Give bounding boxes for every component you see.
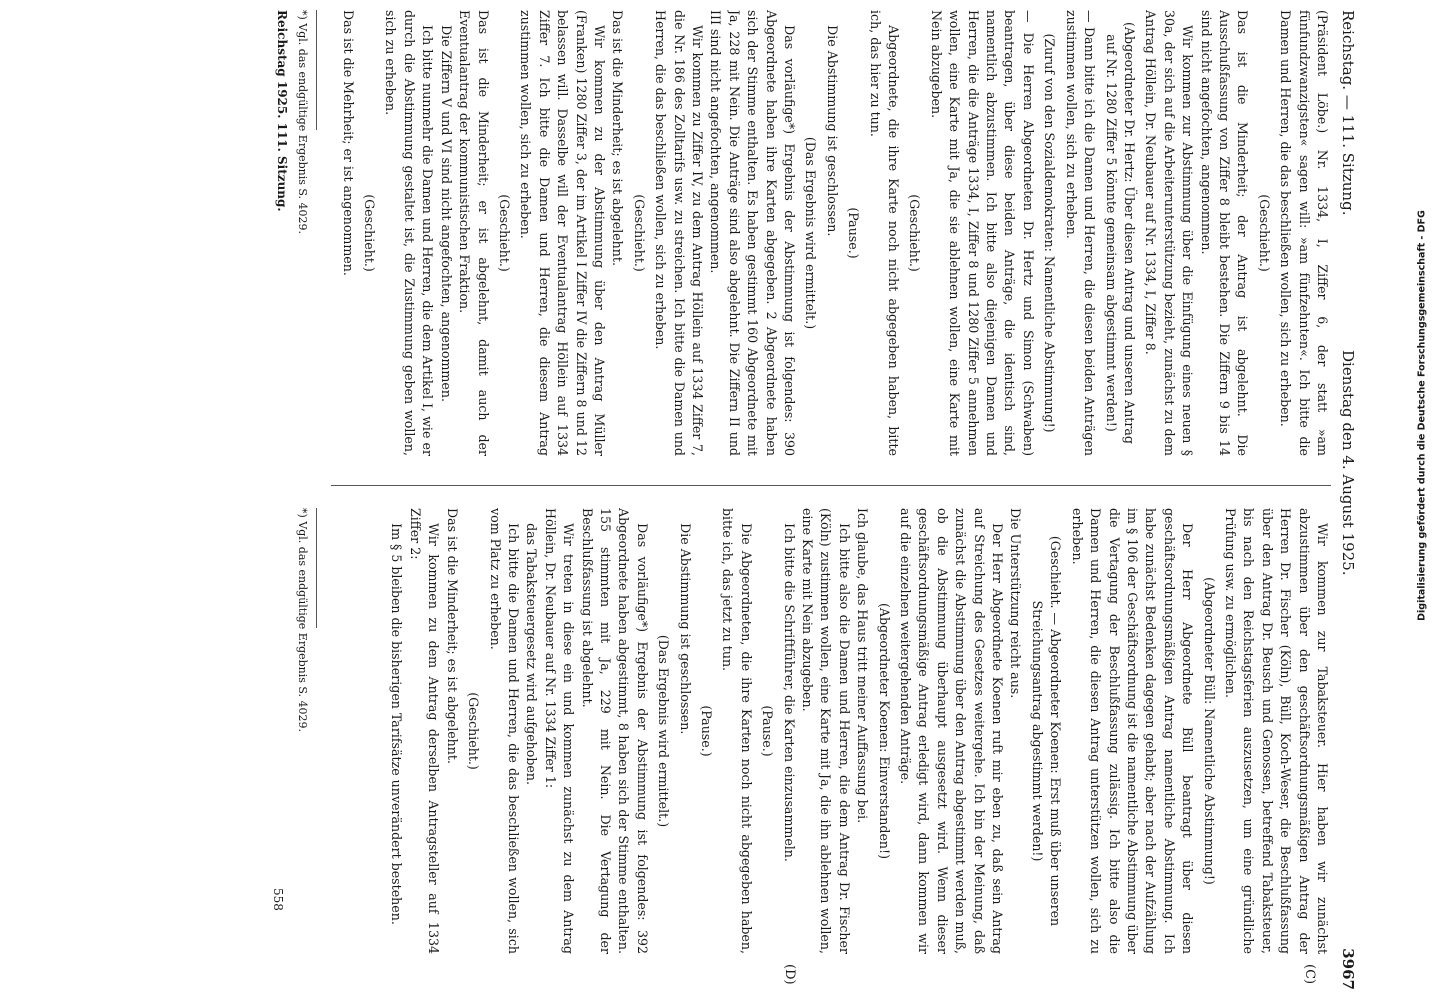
left-column-paragraph: (Abgeordneter Dr. Hertz: Über diesen Antrag und unseren Antrag auf Nr. 1280 Ziffer 5 könnte gemeinsam abgestimmt werden!) <box>1103 22 1137 444</box>
footnote-left <box>274 10 317 456</box>
left-column <box>321 10 1331 456</box>
left-column-paragraph: (Geschieht.) <box>496 194 512 272</box>
left-column-paragraph: Die Ziffern V und VI sind nicht angefochten, angenommen. <box>438 25 454 402</box>
left-column-paragraph: (Zuruf von den Sozialdemokraten: Namentliche Abstimmung!) <box>1042 33 1058 433</box>
left-column-paragraph: Die Abstimmung ist geschlossen. <box>824 25 840 237</box>
footnote-rule <box>316 508 317 628</box>
left-column-paragraph: — Die Herren Abgeordneten Dr. Hertz und Simon (Schwaben) beantragen, über diese beiden Anträge, die identisch sind, namentlich abzustimmen. Ich bitte also diejenigen Damen und Herren, die die Anträge 1334, I, Ziffer 8 und 1280 Ziffer 5 annehmen wollen, eine Karte mit Ja, die sie ablehnen wollen, eine Karte mit Nein abzugeben. <box>928 10 1036 456</box>
right-column-paragraph: (Geschieht.) <box>466 692 482 770</box>
left-column-paragraph: Das ist die Minderheit; er ist abgelehnt, damit auch der Eventualantrag der kommunistischen Fraktion. <box>457 10 491 456</box>
margin-letter-d: (D) <box>782 964 797 985</box>
left-column-paragraph: Wir kommen zur Abstimmung über die Einfügung eines neuen § 30a, der sich auf die Arbeiterunterstützung bezieht, zunächst zu dem Antrag Höllein, Dr. Neubauer auf Nr. 1334, I, Ziffer 8. <box>1143 10 1196 456</box>
right-column-paragraph: (Abgeordneter Koenen: Einverstanden!) <box>876 602 892 860</box>
left-column-paragraph: Abgeordnete, die ihre Karte noch nicht abgegeben haben, bitte ich, das hier zu tun. <box>867 10 902 456</box>
dfg-credit-text: Digitalisierung gefördert durch die Deutsche Forschungsgemeinschaft - DFG <box>1416 210 1428 621</box>
right-column-paragraph: Das ist die Minderheit; es ist abgelehnt. <box>444 508 460 764</box>
footnote-rule <box>316 10 317 130</box>
left-column-paragraph: (Präsident Löbe.) Nr. 1334, I, Ziffer 6, der statt »am fünfundzwanzigsten« sagen will: »am fünfzehnten«. Ich bitte die Damen und Herren, die das beschließen wollen, sich zu erheben. <box>1278 10 1330 456</box>
right-column-paragraph: Der Herr Abgeordnete Büll beantragt über diesen geschäftsordnungsmäßigen Antrag namentliche Abstimmung. Ich habe zunächst Bedenken dagegen gehabt; aber nach der Aufzählung im § 106 der Geschäftsordnung ist die namentliche Abstimmung über die Vertagung der Beschlußfassung zulässig. Ich bitte also die Damen und Herren, die diesen Antrag unterstützen wollen, sich zu erheben. <box>1069 508 1196 954</box>
left-column-paragraph: (Geschieht.) <box>1256 194 1272 272</box>
right-column-paragraph: Der Herr Abgeordnete Koenen ruft mir eben zu, daß sein Antrag auf Streichung des Gesetzes weitergehe. Ich bin der Meinung, daß zunächst die Abstimmung über den Antrag abgestimmt werden muß, ob die Abstimmung überhaupt ausgesetzt wird. Wenn dieser geschäftsordnungsmäßige Antrag erledigt wird, dann kommen wir auf die einzelnen weitergehenden Anträge. <box>898 508 1006 954</box>
right-column-paragraph: das Tabaksteuergesetz wird aufgehoben. <box>524 523 540 785</box>
right-column-paragraph: Das vorläufige*) Ergebnis der Abstimmung ist folgendes: 392 Abgeordnete haben abgestimmt, 8 haben sich der Stimme enthalten. 155 stimmten mit Ja, 229 mit Nein. Die Vertagung der Beschlußfassung ist abgelehnt. <box>579 508 650 954</box>
footnote-right-text: *) Vgl. das endgültige Ergebnis S. 4029. <box>296 508 309 733</box>
header-page-number: 3967 <box>1339 948 1357 990</box>
left-column-paragraph: Wir kommen zu der Abstimmung über den Antrag Müller (Franken) 1280 Ziffer 3, der im Artikel I Ziffer IV die Ziffern 8 und 12 belassen will. Dasselbe will der Eventualantrag Höllein auf 1334 Ziffer 7. Ich bitte die Damen und Herren, die diesem Antrag zustimmen wollen, sich zu erheben. <box>518 10 607 456</box>
right-column-paragraph: Die Unterstützung reicht aus. <box>1008 508 1024 699</box>
left-column-paragraph: (Das Ergebnis wird ermittelt.) <box>803 136 819 330</box>
left-column-paragraph: — Dann bitte ich die Damen und Herren, die diesen beiden Anträgen zustimmen wollen, sich zu erheben. <box>1063 10 1098 456</box>
right-column-paragraph: Ich bitte die Schriftführer, die Karten einzusammeln. <box>781 523 797 862</box>
scanned-page <box>87 10 1427 990</box>
left-column-paragraph: Das vorläufige*) Ergebnis der Abstimmung ist folgendes: 390 Abgeordnete haben ihre Karten abgegeben. 2 Abgeordnete haben sich der Stimme enthalten. Es haben gestimmt 160 Abgeordnete mit Ja, 228 mit Nein. Die Anträge sind also abgelehnt. Die Ziffern II und III sind nicht angefochten, angenommen. <box>708 10 798 456</box>
header-center: Dienstag den 4. August 1925. <box>1339 350 1357 576</box>
right-column-paragraph: (Pause.) <box>760 705 776 757</box>
header-left: Reichstag. — 111. Sitzung. <box>1339 10 1357 216</box>
right-column <box>321 508 1331 954</box>
footer-session-line: Reichstag 1925. 111. Sitzung. <box>275 10 289 212</box>
left-column-paragraph: Das ist die Minderheit; der Antrag ist abgelehnt. Die Ausschußfassung von Ziffer 8 bleibt bestehen. Die Ziffern 9 bis 14 sind nicht angefochten, angenommen. <box>1198 10 1251 456</box>
left-column-paragraph: Wir kommen zu Ziffer IV, zu dem Antrag Höllein auf 1334 Ziffer 7, die Nr. 186 des Zolltarifs usw. zu streichen. Ich bitte die Damen und Herren, die das beschließen wollen, sich zu erheben. <box>653 10 705 456</box>
right-column-paragraph: Ich bitte also die Damen und Herren, die dem Antrag Dr. Fischer (Köln) zustimmen wollen, eine Karte mit Ja, die ihn ablehnen wollen, eine Karte mit Nein abzugeben. <box>800 508 852 954</box>
right-column-paragraph: Die Abstimmung ist geschlossen. <box>677 523 693 735</box>
left-column-paragraph: (Pause.) <box>846 207 862 259</box>
right-column-paragraph: Wir kommen zu dem Antrag derselben Antragsteller auf 1334 Ziffer 2: <box>407 508 442 954</box>
right-column-paragraph: (Das Ergebnis wird ermittelt.) <box>656 634 672 828</box>
page-content <box>157 10 1357 990</box>
left-column-paragraph: (Geschieht.) <box>907 194 923 272</box>
left-column-paragraph: Ich bitte nunmehr die Damen und Herren, die dem Artikel I, wie er durch die Abstimmung gestaltet ist, die Zustimmung geben wollen, sich zu erheben. <box>383 10 436 456</box>
left-column-paragraph: (Geschieht.) <box>362 194 378 272</box>
right-column-paragraph: Ich glaube, das Haus tritt meiner Auffassung bei. <box>855 508 871 824</box>
running-header <box>1335 10 1357 990</box>
right-column-paragraph: Im § 5 bleiben die bisherigen Tarifsätze unverändert bestehen. <box>389 523 405 925</box>
right-column-paragraph: Wir treten in diese ein und kommen zunächst zu dem Antrag Höllein, Dr. Neubauer auf Nr. 1334 Ziffer 1: <box>542 508 577 954</box>
footnote-right <box>294 508 317 954</box>
bottom-page-number: 558 <box>271 888 285 911</box>
left-column-paragraph: (Geschieht.) <box>631 194 647 272</box>
right-column-paragraph: Ich bitte die Damen und Herren, die das beschließen wollen, sich vom Platz zu erheben. <box>487 508 521 954</box>
right-column-paragraph: (Pause.) <box>699 705 714 757</box>
left-column-paragraph: Das ist die Mehrheit; er ist angenommen. <box>340 10 356 276</box>
margin-letter-c: (C) <box>1302 964 1317 985</box>
right-column-paragraph: (Geschieht. — Abgeordneter Koenen: Erst muß über unseren Streichungsantrag abgestimmt werden!) <box>1029 535 1064 927</box>
right-column-paragraph: (Abgeordneter Büll: Namentliche Abstimmung!) <box>1201 577 1217 885</box>
dfg-spine-strip <box>1412 10 1432 990</box>
column-divider <box>331 485 1331 486</box>
right-column-paragraph: Die Abgeordneten, die ihre Karten noch nicht abgegeben haben, bitte ich, das jetzt zu tun. <box>720 508 754 954</box>
left-column-paragraph: Das ist die Minderheit; es ist abgelehnt. <box>610 10 626 266</box>
right-column-paragraph: Wir kommen zur Tabaksteuer. Hier haben wir zunächst abzustimmen über den geschäftsordnungsmäßigen Antrag der Herren Dr. Fischer (Köln), Büll, Koch-Weser, die Beschlußfassung über den Antrag Dr. Beusch und Genossen, betreffend Tabaksteuer, bis nach den Reichstagsferien auszusetzen, um eine gründliche Prüfung usw. zu ermöglichen. <box>1222 508 1330 954</box>
footnote-left-text: *) Vgl. das endgültige Ergebnis S. 4029. <box>296 10 309 235</box>
